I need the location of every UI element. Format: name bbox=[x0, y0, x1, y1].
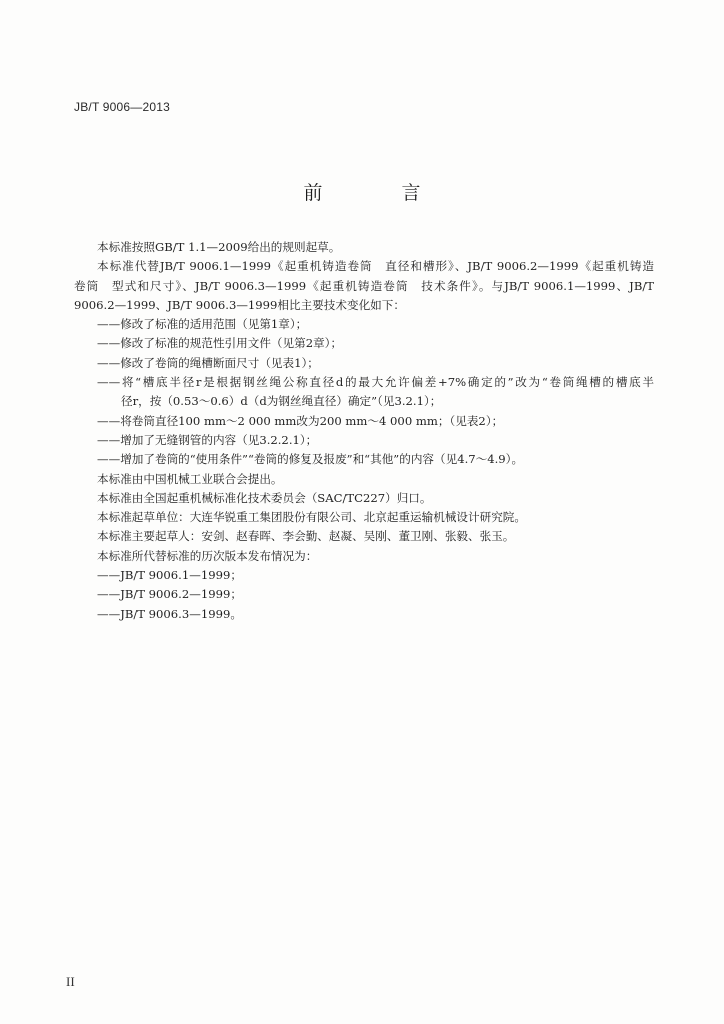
foreword-body bbox=[74, 238, 654, 624]
change-item-seamless-pipe: ——增加了无缝钢管的内容（见3.2.2.1）； bbox=[97, 432, 318, 447]
paragraph-replaces-line-3: 9006.2—1999、JB/T 9006.3—1999相比主要技术变化如下： bbox=[74, 297, 405, 312]
section-title: 前 言 bbox=[303, 182, 451, 204]
paragraph-drafting-rule: 本标准按照GB/T 1.1—2009给出的规则起草。 bbox=[97, 240, 341, 254]
change-item-scope: ——修改了标准的适用范围（见第1章）； bbox=[97, 317, 308, 332]
paragraph-previous-editions: 本标准所代替标准的历次版本发布情况为： bbox=[97, 548, 318, 563]
change-item-groove-radius-line-2: 径r，按（0.53～0.6）d（d为钢丝绳直径）确定”（见3.2.1）； bbox=[121, 394, 442, 409]
change-item-references: ——修改了标准的规范性引用文件（见第2章）； bbox=[97, 336, 343, 351]
paragraph-drafting-units: 本标准起草单位：大连华锐重工集团股份有限公司、北京起重运输机械设计研究院。 bbox=[97, 510, 526, 525]
paragraph-drafters: 本标准主要起草人：安剑、赵春晖、李会勤、赵凝、吴刚、董卫刚、张毅、张玉。 bbox=[97, 529, 515, 544]
previous-edition-item-2: ——JB/T 9006.2—1999； bbox=[97, 587, 242, 602]
standard-code-header: JB/T 9006—2013 bbox=[74, 100, 170, 114]
previous-edition-item-3: ——JB/T 9006.3—1999。 bbox=[97, 606, 242, 621]
change-item-drum-diameter: ——将卷筒直径100 mm～2 000 mm改为200 mm～4 000 mm；（见表2）； bbox=[97, 413, 504, 428]
change-item-usage-conditions: ——增加了卷筒的“使用条件”“卷筒的修复及报废”和“其他”的内容（见4.7～4.9）。 bbox=[97, 452, 524, 467]
change-item-groove-radius-line-1: ——将“槽底半径r是根据钢丝绳公称直径d的最大允许偏差+7%确定的”改为“卷筒绳槽的槽底半 bbox=[97, 375, 654, 390]
previous-edition-item-1: ——JB/T 9006.1—1999； bbox=[97, 568, 242, 583]
paragraph-proposed-by: 本标准由中国机械工业联合会提出。 bbox=[97, 471, 283, 486]
paragraph-replaces-line-1: 本标准代替JB/T 9006.1—1999《起重机铸造卷筒 直径和槽形》、JB/T 9006.2—1999《起重机铸造 bbox=[97, 259, 654, 274]
paragraph-under-jurisdiction: 本标准由全国起重机械标准化技术委员会（SAC/TC227）归口。 bbox=[97, 490, 432, 505]
change-item-groove-section: ——修改了卷筒的绳槽断面尺寸（见表1）； bbox=[97, 355, 319, 370]
paragraph-replaces-line-2: 卷筒 型式和尺寸》、JB/T 9006.3—1999《起重机铸造卷筒 技术条件》。与JB/T 9006.1—1999、JB/T bbox=[74, 278, 654, 293]
page-number: II bbox=[66, 974, 75, 989]
